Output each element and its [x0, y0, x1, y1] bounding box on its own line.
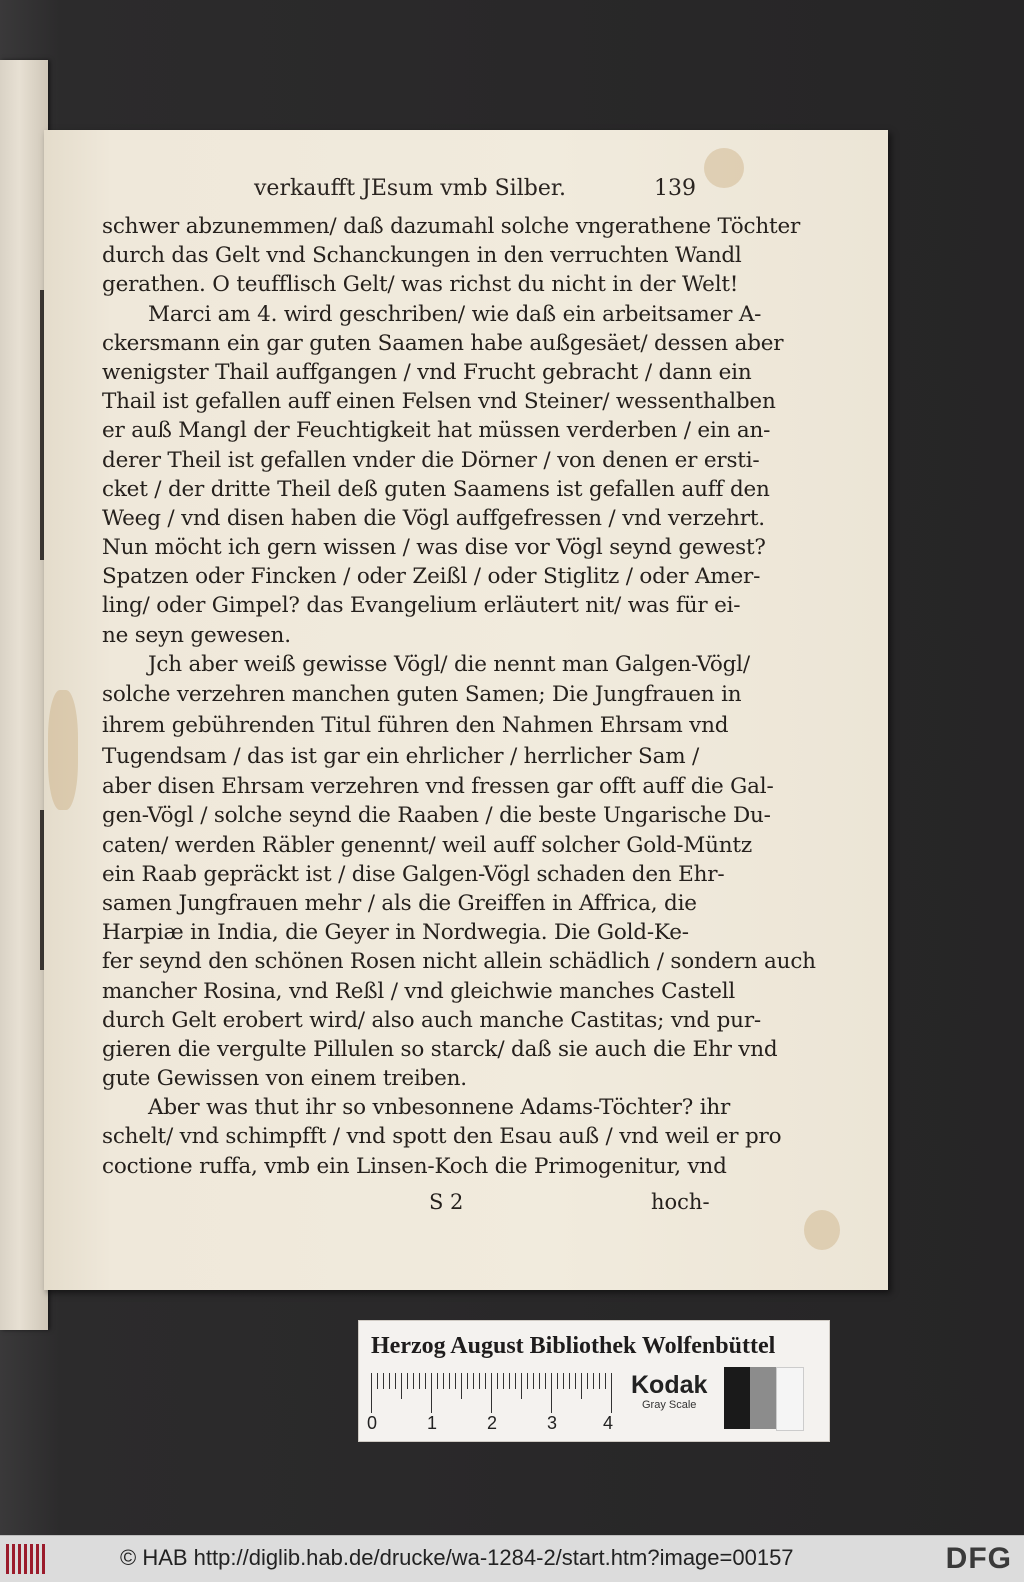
- text-line: wenigster Thail auffgangen / vnd Frucht gebracht / dann ein: [102, 359, 752, 385]
- dfg-logo: DFG: [945, 1542, 1012, 1575]
- ruler-scale: [371, 1373, 623, 1413]
- gray-swatch-mid: [750, 1367, 776, 1429]
- catchword: hoch-: [651, 1190, 710, 1214]
- text-line: Aber was thut ihr so vnbesonnene Adams-Töchter? ihr: [148, 1095, 731, 1121]
- gray-swatch-black: [724, 1367, 750, 1429]
- text-line: Thail ist gefallen auff einen Felsen vnd Steiner/ wessenthalben: [102, 389, 776, 415]
- text-line: durch Gelt erobert wird/ also auch manche Castitas; vnd pur-: [102, 1007, 761, 1033]
- book-page: [44, 130, 888, 1290]
- text-line: ckersmann ein gar guten Saamen habe außgesäet/ dessen aber: [102, 330, 784, 356]
- text-line: Marci am 4. wird geschriben/ wie daß ein arbeitsamer A-: [148, 301, 762, 327]
- page-text-body: [102, 212, 816, 1181]
- text-line: Nun möcht ich gern wissen / was dise vor Vögl seynd gewest?: [102, 535, 766, 561]
- text-line: Tugendsam / das ist gar ein ehrlicher / herrlicher Sam /: [102, 743, 700, 769]
- hab-logo-icon: [6, 1544, 46, 1574]
- text-line: Weeg / vnd disen haben die Vögl auffgefressen / vnd verzehrt.: [102, 505, 765, 531]
- text-line: ihrem gebührenden Titul führen den Nahmen Ehrsam vnd: [102, 713, 729, 738]
- text-line: gieren die vergulte Pillulen so starck/ daß sie auch die Ehr vnd: [102, 1036, 778, 1062]
- text-line: ein Raab gepräckt ist / dise Galgen-Vögl schaden den Ehr-: [102, 861, 725, 887]
- text-line: er auß Mangl der Feuchtigkeit hat müssen verderben / ein an-: [102, 418, 771, 444]
- text-line: gute Gewissen von einem treiben.: [102, 1066, 467, 1092]
- text-line: Harpiæ in India, die Geyer in Nordwegia. Die Gold-Ke-: [102, 920, 689, 946]
- ruler-number: 0: [367, 1413, 378, 1433]
- text-line: Jch aber weiß gewisse Vögl/ die nennt man Galgen-Vögl/: [148, 651, 750, 677]
- ruler-number: 3: [547, 1413, 558, 1433]
- previous-page-edge: [0, 60, 48, 1330]
- text-line: ling/ oder Gimpel? das Evangelium erläutert nit/ was für ei-: [102, 593, 741, 619]
- text-line: fer seynd den schönen Rosen nicht allein schädlich / sondern auch: [102, 949, 816, 975]
- text-line: cket / der dritte Theil deß guten Saamens ist gefallen auff den: [102, 476, 770, 502]
- text-line: caten/ werden Räbler genennt/ weil auff solcher Gold-Müntz: [102, 832, 752, 858]
- text-line: solche verzehren manchen guten Samen; Die Jungfrauen in: [102, 682, 742, 708]
- text-line: schelt/ vnd schimpfft / vnd spott den Esau auß / vnd weil er pro: [102, 1124, 782, 1150]
- ruler-number: 4: [603, 1413, 614, 1433]
- text-line: samen Jungfrauen mehr / als die Greiffen in Affrica, die: [102, 890, 697, 916]
- copyright-link[interactable]: © HAB http://diglib.hab.de/drucke/wa-1284-2/start.htm?image=00157: [120, 1545, 794, 1570]
- text-line: gerathen. O teufflisch Gelt/ was richst du nicht in der Welt!: [102, 272, 739, 298]
- text-line: coctione ruffa, vmb ein Linsen-Koch die Primogenitur, vnd: [102, 1153, 727, 1179]
- gray-scale-label: Gray Scale: [642, 1399, 697, 1411]
- ruler-number: 1: [427, 1413, 438, 1433]
- ruler-number: 2: [487, 1413, 498, 1433]
- library-name: Herzog August Bibliothek Wolfenbüttel: [371, 1333, 776, 1359]
- text-line: derer Theil ist gefallen vnder die Dörner / von denen er ersti-: [102, 447, 760, 473]
- page-number: 139: [654, 176, 696, 201]
- running-head: verkaufft JEsum vmb Silber.: [254, 176, 566, 201]
- gray-swatch-white: [776, 1367, 804, 1431]
- text-line: ne seyn gewesen.: [102, 622, 291, 648]
- text-line: aber disen Ehrsam verzehren vnd fressen gar offt auff die Gal-: [102, 774, 774, 800]
- viewer-footer-bar: [0, 1535, 1024, 1582]
- kodak-logo: Kodak: [631, 1371, 708, 1399]
- text-line: gen-Vögl / solche seynd die Raaben / die beste Ungarische Du-: [102, 803, 771, 829]
- color-calibration-card: [358, 1320, 830, 1442]
- signature-mark: S 2: [429, 1190, 464, 1214]
- text-line: schwer abzunemmen/ daß dazumahl solche vngerathene Töchter: [102, 214, 801, 239]
- text-line: Spatzen oder Fincken / oder Zeißl / oder Stiglitz / oder Amer-: [102, 564, 761, 590]
- text-line: durch das Gelt vnd Schanckungen in den verruchten Wandl: [102, 243, 742, 269]
- text-line: mancher Rosina, vnd Reßl / vnd gleichwie manches Castell: [102, 978, 736, 1004]
